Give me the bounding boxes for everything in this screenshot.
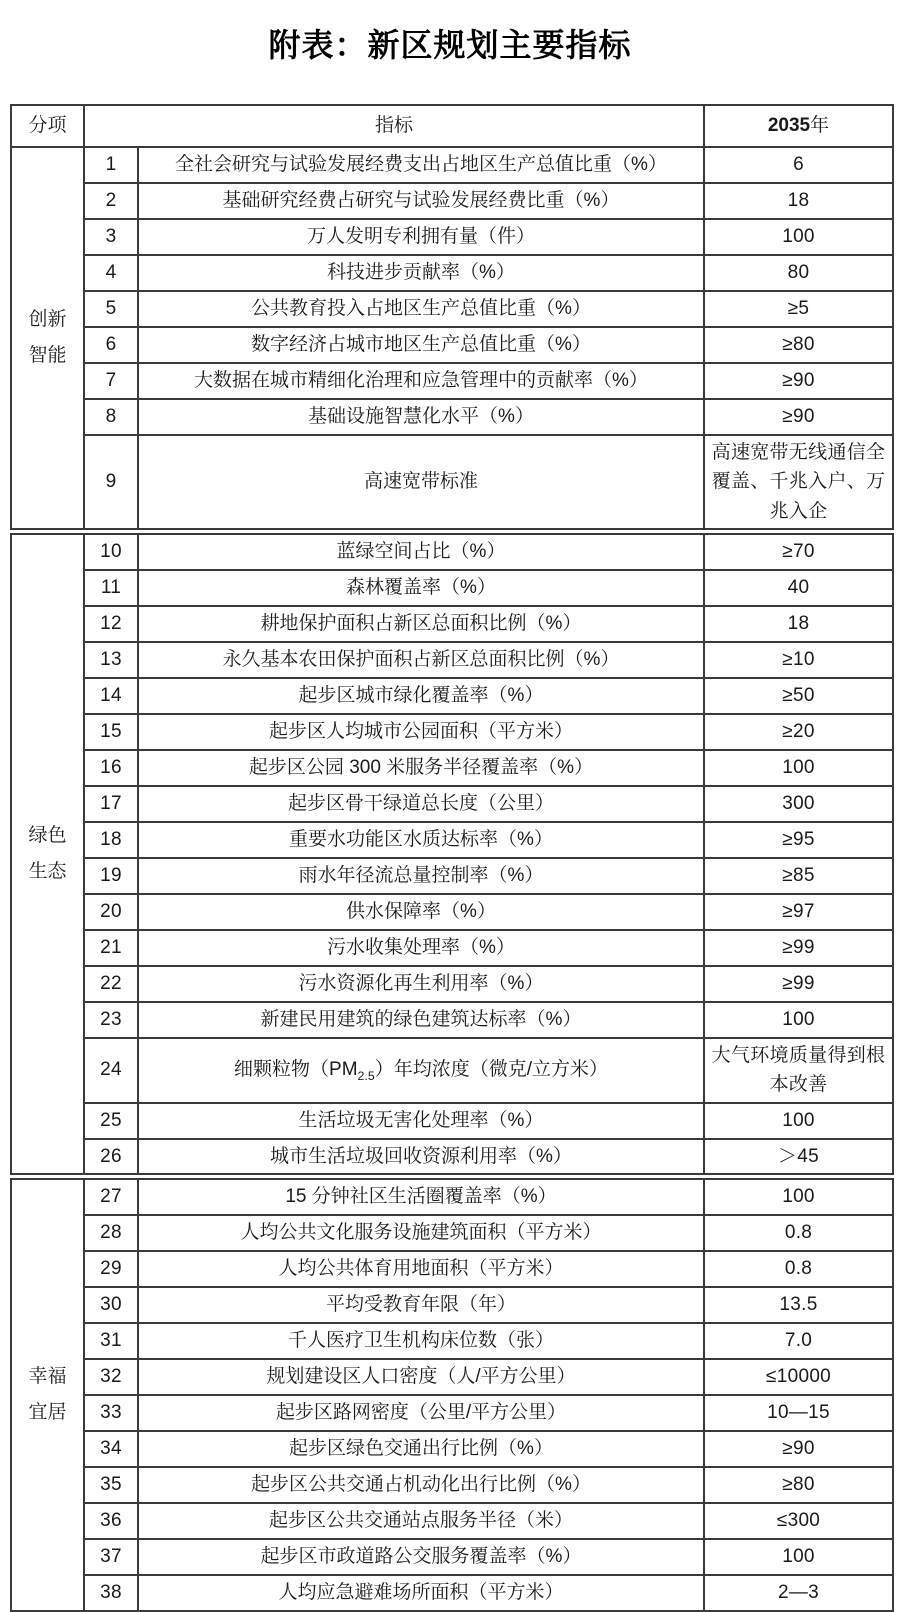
row-number-cell: 38 (84, 1575, 138, 1611)
indicator-cell: 供水保障率（%） (138, 894, 704, 930)
indicator-cell: 起步区城市绿化覆盖率（%） (138, 678, 704, 714)
value-cell: ≤10000 (704, 1359, 893, 1395)
indicator-cell: 污水收集处理率（%） (138, 930, 704, 966)
row-number-cell: 23 (84, 1002, 138, 1038)
row-number-cell: 2 (84, 183, 138, 219)
row-number-cell: 11 (84, 570, 138, 606)
table-row (11, 894, 893, 930)
indicator-cell: 人均应急避难场所面积（平方米） (138, 1575, 704, 1611)
value-cell: ≥50 (704, 678, 893, 714)
row-number-cell: 22 (84, 966, 138, 1002)
indicator-cell: 起步区公园 300 米服务半径覆盖率（%） (138, 750, 704, 786)
value-cell: 100 (704, 1103, 893, 1139)
table-header-row (11, 105, 893, 147)
indicator-cell: 城市生活垃圾回收资源利用率（%） (138, 1139, 704, 1177)
table-row (11, 678, 893, 714)
value-cell: ≥5 (704, 291, 893, 327)
indicator-cell: 永久基本农田保护面积占新区总面积比例（%） (138, 642, 704, 678)
value-cell: 2—3 (704, 1575, 893, 1611)
value-cell: ≥95 (704, 822, 893, 858)
indicator-cell: 蓝绿空间占比（%） (138, 532, 704, 570)
row-number-cell: 9 (84, 435, 138, 532)
value-cell: ≥90 (704, 399, 893, 435)
row-number-cell: 26 (84, 1139, 138, 1177)
header-year-number: 2035 (767, 115, 811, 137)
row-number-cell: 25 (84, 1103, 138, 1139)
row-number-cell: 17 (84, 786, 138, 822)
indicator-cell: 万人发明专利拥有量（件） (138, 219, 704, 255)
value-cell: 大气环境质量得到根本改善 (704, 1038, 893, 1103)
table-row (11, 532, 893, 570)
table-row (11, 930, 893, 966)
indicator-cell: 大数据在城市精细化治理和应急管理中的贡献率（%） (138, 363, 704, 399)
table-row (11, 255, 893, 291)
category-cell (11, 532, 84, 1177)
value-cell: ≥80 (704, 327, 893, 363)
row-number-cell: 6 (84, 327, 138, 363)
table-row (11, 291, 893, 327)
indicator-cell: 高速宽带标准 (138, 435, 704, 532)
row-number-cell: 19 (84, 858, 138, 894)
row-number-cell: 30 (84, 1287, 138, 1323)
table-row (11, 1359, 893, 1395)
value-cell: 80 (704, 255, 893, 291)
indicator-cell: 起步区人均城市公园面积（平方米） (138, 714, 704, 750)
indicator-cell: 科技进步贡献率（%） (138, 255, 704, 291)
table-row (11, 1467, 893, 1503)
indicator-cell: 生活垃圾无害化处理率（%） (138, 1103, 704, 1139)
table-row (11, 1103, 893, 1139)
row-number-cell: 5 (84, 291, 138, 327)
table-row (11, 219, 893, 255)
row-number-cell: 27 (84, 1177, 138, 1215)
value-cell: 18 (704, 606, 893, 642)
row-number-cell: 16 (84, 750, 138, 786)
row-number-cell: 36 (84, 1503, 138, 1539)
row-number-cell: 12 (84, 606, 138, 642)
table-row (11, 1002, 893, 1038)
indicator-cell: 千人医疗卫生机构床位数（张） (138, 1323, 704, 1359)
table-row (11, 1323, 893, 1359)
category-cell (11, 147, 84, 532)
indicator-cell: 耕地保护面积占新区总面积比例（%） (138, 606, 704, 642)
table-row (11, 1038, 893, 1103)
table-row (11, 327, 893, 363)
table-row (11, 858, 893, 894)
table-row (11, 1575, 893, 1611)
row-number-cell: 32 (84, 1359, 138, 1395)
value-cell: ≤300 (704, 1503, 893, 1539)
table-row (11, 1215, 893, 1251)
indicator-cell: 细颗粒物$(PM_{2.5})$年均浓度（微克/立方米） (138, 1038, 704, 1103)
value-cell: ≥80 (704, 1467, 893, 1503)
category-label: 绿色生态 (28, 825, 67, 883)
indicator-cell: 起步区路网密度（公里/平方公里） (138, 1395, 704, 1431)
header-year (704, 105, 893, 147)
table-row (11, 147, 893, 183)
indicator-cell: 起步区市政道路公交服务覆盖率（%） (138, 1539, 704, 1575)
value-cell: ≥99 (704, 930, 893, 966)
header-year-suffix: 年 (810, 115, 830, 137)
value-cell: 100 (704, 219, 893, 255)
table-row (11, 714, 893, 750)
table-row (11, 1395, 893, 1431)
page (0, 20, 900, 1603)
row-number-cell: 15 (84, 714, 138, 750)
row-number-cell: 21 (84, 930, 138, 966)
value-cell: 40 (704, 570, 893, 606)
row-number-cell: 20 (84, 894, 138, 930)
row-number-cell: 1 (84, 147, 138, 183)
indicator-cell: 规划建设区人口密度（人/平方公里） (138, 1359, 704, 1395)
table-row (11, 1139, 893, 1177)
table-row (11, 1431, 893, 1467)
table-row (11, 966, 893, 1002)
value-cell: 300 (704, 786, 893, 822)
value-cell: 100 (704, 1002, 893, 1038)
indicator-cell: 基础设施智慧化水平（%） (138, 399, 704, 435)
table-row (11, 435, 893, 532)
table-row (11, 606, 893, 642)
category-label: 幸福宜居 (28, 1365, 67, 1423)
page-title: 附表：新区规划主要指标 (268, 27, 632, 63)
value-cell: 13.5 (704, 1287, 893, 1323)
row-number-cell: 14 (84, 678, 138, 714)
indicator-cell: 重要水功能区水质达标率（%） (138, 822, 704, 858)
indicator-cell: 公共教育投入占地区生产总值比重（%） (138, 291, 704, 327)
indicator-cell: 污水资源化再生利用率（%） (138, 966, 704, 1002)
table-row (11, 399, 893, 435)
indicator-cell: 起步区公共交通站点服务半径（米） (138, 1503, 704, 1539)
value-cell: 0.8 (704, 1251, 893, 1287)
indicator-cell: 起步区骨干绿道总长度（公里） (138, 786, 704, 822)
table-row (11, 786, 893, 822)
value-cell: ＞45 (704, 1139, 893, 1177)
value-cell: 7.0 (704, 1323, 893, 1359)
table-row (11, 642, 893, 678)
value-cell: ≥99 (704, 966, 893, 1002)
table-row (11, 570, 893, 606)
row-number-cell: 4 (84, 255, 138, 291)
row-number-cell: 3 (84, 219, 138, 255)
table-row (11, 1251, 893, 1287)
indicator-cell: 起步区绿色交通出行比例（%） (138, 1431, 704, 1467)
row-number-cell: 33 (84, 1395, 138, 1431)
row-number-cell: 7 (84, 363, 138, 399)
indicators-table (10, 104, 894, 1612)
table-row (11, 1177, 893, 1215)
value-cell: ≥20 (704, 714, 893, 750)
table-row (11, 183, 893, 219)
row-number-cell: 10 (84, 532, 138, 570)
value-cell: ≥85 (704, 858, 893, 894)
header-category: 分项 (11, 105, 84, 147)
indicator-cell: 全社会研究与试验发展经费支出占地区生产总值比重（%） (138, 147, 704, 183)
table-row (11, 822, 893, 858)
value-cell: ≥90 (704, 363, 893, 399)
indicator-cell: 起步区公共交通占机动化出行比例（%） (138, 1467, 704, 1503)
row-number-cell: 13 (84, 642, 138, 678)
indicator-cell: 雨水年径流总量控制率（%） (138, 858, 704, 894)
value-cell: 100 (704, 1539, 893, 1575)
indicator-cell: 基础研究经费占研究与试验发展经费比重（%） (138, 183, 704, 219)
indicator-cell: 森林覆盖率（%） (138, 570, 704, 606)
indicator-cell: 平均受教育年限（年） (138, 1287, 704, 1323)
indicator-cell: 新建民用建筑的绿色建筑达标率（%） (138, 1002, 704, 1038)
table-row (11, 1287, 893, 1323)
table-row (11, 1503, 893, 1539)
category-cell (11, 1177, 84, 1611)
indicator-cell: 数字经济占城市地区生产总值比重（%） (138, 327, 704, 363)
value-cell: ≥97 (704, 894, 893, 930)
row-number-cell: 34 (84, 1431, 138, 1467)
row-number-cell: 8 (84, 399, 138, 435)
value-cell: ≥70 (704, 532, 893, 570)
table-row (11, 1539, 893, 1575)
value-cell: 高速宽带无线通信全覆盖、千兆入户、万兆入企 (704, 435, 893, 532)
indicator-cell: 人均公共体育用地面积（平方米） (138, 1251, 704, 1287)
row-number-cell: 18 (84, 822, 138, 858)
value-cell: 0.8 (704, 1215, 893, 1251)
row-number-cell: 28 (84, 1215, 138, 1251)
value-cell: ≥90 (704, 1431, 893, 1467)
value-cell: 100 (704, 750, 893, 786)
indicator-cell: 人均公共文化服务设施建筑面积（平方米） (138, 1215, 704, 1251)
value-cell: ≥10 (704, 642, 893, 678)
indicator-cell: 15 分钟社区生活圈覆盖率（%） (138, 1177, 704, 1215)
value-cell: 6 (704, 147, 893, 183)
row-number-cell: 29 (84, 1251, 138, 1287)
row-number-cell: 31 (84, 1323, 138, 1359)
table-row (11, 363, 893, 399)
category-label: 创新智能 (28, 309, 67, 367)
row-number-cell: 35 (84, 1467, 138, 1503)
value-cell: 10—15 (704, 1395, 893, 1431)
row-number-cell: 37 (84, 1539, 138, 1575)
header-indicator: 指标 (84, 105, 704, 147)
value-cell: 100 (704, 1177, 893, 1215)
row-number-cell: 24 (84, 1038, 138, 1103)
table-row (11, 750, 893, 786)
value-cell: 18 (704, 183, 893, 219)
